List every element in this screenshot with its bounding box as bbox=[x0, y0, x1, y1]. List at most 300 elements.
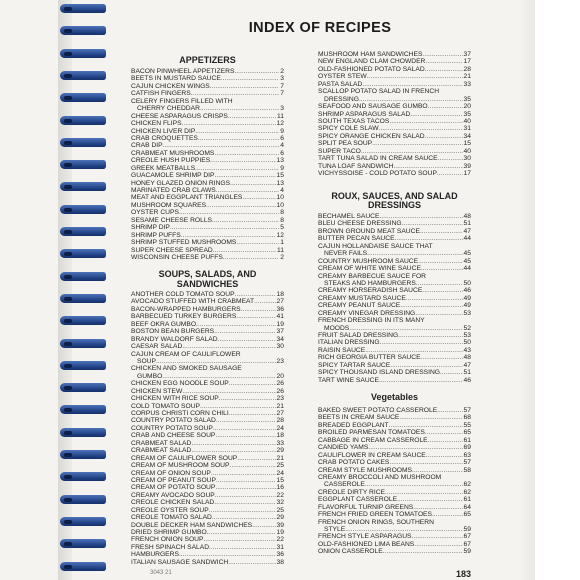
recipe-name: FRENCH ONION RINGS, SOUTHERN bbox=[318, 518, 434, 526]
dot-leader bbox=[162, 373, 275, 380]
binding-ring bbox=[60, 272, 106, 281]
dot-leader bbox=[235, 291, 276, 298]
index-entry bbox=[131, 529, 284, 536]
dot-leader bbox=[196, 321, 276, 328]
recipe-name: CHICKEN STEW bbox=[131, 387, 183, 395]
index-entry bbox=[318, 302, 471, 309]
recipe-name: SEAFOOD AND SAUSAGE GUMBO bbox=[318, 103, 428, 111]
index-entry bbox=[318, 125, 471, 132]
recipe-page-number: 5 bbox=[280, 224, 284, 232]
dot-leader bbox=[215, 484, 275, 491]
recipe-page-number: 47 bbox=[463, 227, 471, 235]
dot-leader bbox=[421, 354, 463, 361]
recipe-name: OYSTER STEW bbox=[318, 73, 367, 81]
index-entry bbox=[131, 403, 284, 410]
recipe-name: CREAM OF MUSHROOM SOUP bbox=[131, 462, 230, 470]
recipe-page-number: 67 bbox=[463, 533, 471, 541]
index-entry bbox=[318, 437, 471, 444]
recipe-name: CRABMEAT SALAD bbox=[131, 439, 192, 447]
index-entry bbox=[131, 447, 284, 454]
recipe-page-number: 10 bbox=[276, 194, 284, 202]
recipe-page-number: 28 bbox=[276, 417, 284, 425]
recipe-name: TART TUNA SALAD IN CREAM SAUCE bbox=[318, 155, 438, 163]
recipe-name: ITALIAN DRESSING bbox=[318, 339, 380, 347]
recipe-page-number: 57 bbox=[463, 459, 471, 467]
recipe-name: ANOTHER COLD TOMATO SOUP bbox=[131, 291, 235, 298]
dot-leader bbox=[198, 135, 279, 142]
recipe-page-number: 46 bbox=[463, 287, 471, 295]
dot-leader bbox=[379, 125, 463, 132]
soups-heading-line1: SOUPS, SALADS, AND bbox=[158, 269, 257, 279]
recipe-name: CHICKEN LIVER DIP bbox=[131, 127, 196, 135]
dot-leader bbox=[212, 217, 279, 224]
index-entry bbox=[131, 247, 284, 254]
recipe-name: RAISIN SAUCE bbox=[318, 346, 366, 354]
index-entry bbox=[131, 239, 284, 246]
recipe-page-number: 27 bbox=[276, 410, 284, 417]
recipe-page-number: 30 bbox=[463, 155, 471, 163]
dot-leader bbox=[400, 302, 462, 309]
binding-strip bbox=[58, 0, 72, 580]
index-entry bbox=[318, 548, 471, 555]
index-entry bbox=[318, 533, 471, 540]
dot-leader bbox=[406, 295, 463, 302]
recipe-page-number: 12 bbox=[276, 231, 284, 239]
index-entry bbox=[318, 103, 471, 110]
binding-ring bbox=[60, 361, 106, 370]
index-entry bbox=[318, 452, 471, 459]
recipe-page-number: 47 bbox=[463, 361, 471, 369]
recipe-page-number: 69 bbox=[463, 444, 471, 452]
recipe-page-number: 49 bbox=[463, 302, 471, 310]
recipe-page-number: 4 bbox=[280, 187, 284, 194]
index-entry bbox=[318, 155, 471, 162]
sauces-heading-line1: ROUX, SAUCES, AND SALAD bbox=[331, 191, 458, 201]
index-entry bbox=[318, 310, 471, 317]
recipe-name: WISCONSIN CHEESE PUFFS bbox=[131, 253, 223, 261]
recipe-page-number: 33 bbox=[276, 439, 284, 447]
dot-leader bbox=[390, 362, 462, 369]
soups-list bbox=[131, 291, 284, 566]
recipe-name: CAJUN CREAM OF CAULIFLOWER bbox=[131, 350, 241, 358]
recipe-page-number: 9 bbox=[280, 127, 284, 135]
recipe-name: BAKED SWEET POTATO CASSEROLE bbox=[318, 407, 438, 414]
recipe-name: AVOCADO STUFFED WITH CRABMEAT bbox=[131, 298, 255, 306]
dot-leader bbox=[212, 514, 276, 521]
recipe-name: CREAM OF WHITE WINE SAUCE bbox=[318, 265, 421, 273]
recipe-page-number: 10 bbox=[276, 201, 284, 209]
binding-ring bbox=[60, 116, 106, 125]
recipe-name: CAESAR SALAD bbox=[131, 343, 183, 351]
dot-leader bbox=[349, 325, 462, 332]
dot-leader bbox=[416, 280, 463, 287]
recipe-page-number: 19 bbox=[276, 529, 284, 536]
dot-leader bbox=[181, 232, 276, 239]
index-entry bbox=[318, 504, 471, 511]
index-entry bbox=[131, 343, 284, 350]
recipe-name: CREAMY HORSERADISH SAUCE bbox=[318, 287, 423, 295]
recipe-page-number: 64 bbox=[463, 503, 471, 511]
recipe-page-number: 20 bbox=[276, 372, 284, 380]
index-entry bbox=[131, 395, 284, 402]
dot-leader bbox=[359, 96, 463, 103]
recipe-page-number: 15 bbox=[276, 476, 284, 484]
recipe-name: CREOLE CHICKEN SALAD bbox=[131, 499, 215, 507]
recipe-name: VICHYSSOISE - COLD POTATO SOUP bbox=[318, 170, 437, 177]
index-entry bbox=[131, 75, 284, 82]
index-entry bbox=[318, 325, 471, 332]
recipe-page-number: 11 bbox=[277, 112, 284, 120]
recipe-name: COUNTRY POTATO SOUP bbox=[131, 424, 213, 432]
recipe-page-number: 31 bbox=[276, 543, 284, 551]
index-entry bbox=[131, 470, 284, 477]
recipe-name: FRUIT SALAD DRESSING bbox=[318, 332, 399, 339]
recipe-page-number: 6 bbox=[280, 134, 284, 142]
recipe-page-number: 20 bbox=[463, 103, 471, 111]
recipe-name: CHICKEN FLIPS bbox=[131, 120, 182, 128]
recipe-name: CREAMY AVOCADO SOUP bbox=[131, 491, 215, 499]
binding-ring bbox=[60, 26, 106, 35]
recipe-name: GREEK MEATBALLS bbox=[131, 164, 196, 172]
recipe-name: NEW ENGLAND CLAM CHOWDER bbox=[318, 58, 426, 66]
recipe-name: MUSHROOM SQUARES bbox=[131, 201, 207, 209]
dot-leader bbox=[437, 170, 463, 177]
index-entry bbox=[131, 313, 284, 320]
dot-leader bbox=[182, 388, 275, 395]
index-entry bbox=[131, 202, 284, 209]
index-entry bbox=[318, 347, 471, 354]
dot-leader bbox=[412, 467, 463, 474]
binding-ring bbox=[60, 495, 106, 504]
index-entry bbox=[131, 507, 284, 514]
binding-ring bbox=[60, 405, 106, 414]
recipe-name: CHICKEN WITH RICE SOUP bbox=[131, 395, 219, 403]
recipe-page-number: 44 bbox=[463, 235, 471, 243]
index-entry bbox=[131, 105, 284, 112]
dot-leader bbox=[221, 75, 279, 82]
index-entry bbox=[318, 66, 471, 73]
index-entry bbox=[131, 477, 284, 484]
dot-leader bbox=[200, 105, 279, 112]
dot-leader bbox=[209, 544, 276, 551]
recipe-name: BOSTON BEAN BURGERS bbox=[131, 328, 215, 336]
index-entry bbox=[318, 228, 471, 235]
recipe-page-number: 13 bbox=[276, 179, 284, 187]
recipe-name: BUTTER PECAN SAUCE bbox=[318, 235, 395, 243]
recipe-name: NEVER FAILS bbox=[324, 250, 368, 258]
recipe-page-number: 29 bbox=[276, 514, 284, 522]
recipe-name: GUMBO bbox=[137, 372, 163, 380]
index-entry bbox=[318, 541, 471, 548]
index-entry bbox=[318, 81, 471, 88]
dot-leader bbox=[182, 120, 276, 127]
index-entry bbox=[131, 388, 284, 395]
dot-leader bbox=[215, 432, 275, 439]
index-entry bbox=[131, 328, 284, 335]
index-entry bbox=[318, 258, 471, 265]
dot-leader bbox=[170, 224, 279, 231]
recipe-name: FRENCH ONION SOUP bbox=[131, 536, 204, 544]
binding-ring bbox=[60, 428, 106, 437]
recipe-page-number: 65 bbox=[463, 429, 471, 437]
index-entry bbox=[318, 407, 471, 414]
recipe-name: FRESH SPINACH SALAD bbox=[131, 543, 210, 551]
recipe-name: ITALIAN SAUSAGE SANDWICH bbox=[131, 558, 229, 566]
index-entry bbox=[318, 369, 471, 376]
recipe-page-number: 37 bbox=[276, 328, 284, 336]
recipe-page-number: 25 bbox=[276, 462, 284, 470]
index-entry bbox=[131, 321, 284, 328]
recipe-name: BACON PINWHEEL APPETIZERS bbox=[131, 68, 235, 75]
dot-leader bbox=[191, 90, 280, 97]
dot-leader bbox=[395, 235, 463, 242]
index-entry bbox=[131, 351, 284, 358]
recipe-page-number: 31 bbox=[463, 125, 471, 133]
index-entry bbox=[318, 481, 471, 488]
index-entry bbox=[131, 291, 284, 298]
dot-leader bbox=[182, 343, 275, 350]
recipe-name: OLD-FASHIONED LIMA BEANS bbox=[318, 540, 415, 548]
recipe-name: SPLIT PEA SOUP bbox=[318, 140, 373, 148]
binding-ring bbox=[60, 4, 106, 13]
dot-leader bbox=[223, 254, 279, 261]
index-entry bbox=[318, 444, 471, 451]
recipe-name: GUACAMOLE SHRIMP DIP bbox=[131, 172, 215, 180]
index-entry bbox=[318, 422, 471, 429]
soups-continued-list bbox=[318, 51, 471, 177]
index-entry bbox=[131, 120, 284, 127]
index-entry bbox=[318, 118, 471, 125]
recipe-name: CREOLE DIRTY RICE bbox=[318, 488, 386, 496]
index-entry bbox=[131, 232, 284, 239]
index-entry bbox=[131, 455, 284, 462]
dot-leader bbox=[252, 522, 275, 529]
recipe-name: FRENCH STYLE ASPARAGUS bbox=[318, 533, 412, 541]
binding-ring bbox=[60, 182, 106, 191]
index-entry bbox=[318, 163, 471, 170]
recipe-name: EGGPLANT CASSEROLE bbox=[318, 496, 398, 504]
index-entry bbox=[318, 362, 471, 369]
dot-leader bbox=[397, 496, 463, 503]
dot-leader bbox=[383, 548, 463, 555]
recipe-name: CHEESE ASPARAGUS CRISPS bbox=[131, 112, 228, 120]
binding-ring bbox=[60, 249, 106, 258]
dot-leader bbox=[195, 128, 279, 135]
index-entry bbox=[131, 365, 284, 372]
index-entry bbox=[131, 128, 284, 135]
index-entry bbox=[318, 489, 471, 496]
index-entry bbox=[131, 499, 284, 506]
recipe-name: COLD TOMATO SOUP bbox=[131, 402, 200, 410]
dot-leader bbox=[236, 239, 279, 246]
index-entry bbox=[131, 172, 284, 179]
recipe-page-number: 45 bbox=[463, 250, 471, 258]
recipe-name: CREAM STYLE MUSHROOMS bbox=[318, 466, 413, 474]
dot-leader bbox=[191, 440, 275, 447]
recipe-name: CELERY FINGERS FILLED WITH bbox=[131, 97, 233, 105]
recipe-page-number: 46 bbox=[463, 376, 471, 384]
recipe-name: MEAT AND EGGPLANT TRIANGLES bbox=[131, 194, 243, 202]
recipe-page-number: 23 bbox=[276, 395, 284, 403]
dot-leader bbox=[380, 339, 463, 346]
binding-ring bbox=[60, 138, 106, 147]
recipe-name: SPICY TARTAR SAUCE bbox=[318, 361, 391, 369]
recipe-page-number: 7 bbox=[280, 90, 284, 98]
dot-leader bbox=[362, 81, 462, 88]
recipe-name: SPICY ORANGE CHICKEN SALAD bbox=[318, 132, 425, 140]
index-entry bbox=[131, 83, 284, 90]
index-entry bbox=[131, 180, 284, 187]
dot-leader bbox=[402, 220, 463, 227]
index-entry bbox=[131, 209, 284, 216]
dot-leader bbox=[228, 559, 275, 566]
index-entry bbox=[131, 492, 284, 499]
dot-leader bbox=[195, 165, 279, 172]
recipe-name: CAJUN HOLLANDAISE SAUCE THAT bbox=[318, 242, 433, 250]
recipe-page-number: 21 bbox=[276, 402, 284, 410]
dot-leader bbox=[440, 369, 463, 376]
dot-leader bbox=[216, 187, 280, 194]
recipe-name: FRENCH DRESSING IN ITS MANY bbox=[318, 317, 425, 325]
recipe-page-number: 23 bbox=[276, 357, 284, 365]
dot-leader bbox=[215, 492, 276, 499]
index-entry bbox=[131, 142, 284, 149]
dot-leader bbox=[156, 358, 276, 365]
recipe-name: STEAKS AND HAMBURGERS bbox=[324, 279, 416, 287]
recipe-page-number: 37 bbox=[463, 51, 471, 58]
recipe-page-number: 11 bbox=[277, 246, 284, 254]
dot-leader bbox=[379, 213, 462, 220]
dot-leader bbox=[214, 150, 279, 157]
recipe-name: CABBAGE IN CREAM CASSEROLE bbox=[318, 436, 428, 444]
recipe-page-number: 45 bbox=[463, 257, 471, 265]
index-entry bbox=[318, 317, 471, 324]
dot-leader bbox=[425, 66, 463, 73]
binding-ring bbox=[60, 294, 106, 303]
binding-ring bbox=[60, 93, 106, 102]
recipe-name: BEEF OKRA GUMBO bbox=[131, 320, 197, 328]
recipe-name: CHICKEN AND SMOKED SAUSAGE bbox=[131, 365, 242, 373]
dot-leader bbox=[368, 444, 462, 451]
dot-leader bbox=[210, 157, 275, 164]
dot-leader bbox=[206, 202, 275, 209]
dot-leader bbox=[393, 163, 462, 170]
recipe-name: FLAVORFUL TURNIP GREENS bbox=[318, 503, 414, 511]
recipe-page-number: 53 bbox=[463, 332, 471, 339]
index-entry bbox=[318, 295, 471, 302]
recipe-page-number: 35 bbox=[463, 110, 471, 118]
recipe-name: SHRIMP ASPARAGUS SALAD bbox=[318, 110, 411, 118]
index-entry bbox=[131, 544, 284, 551]
recipe-page-number: 22 bbox=[276, 536, 284, 544]
dot-leader bbox=[218, 336, 276, 343]
recipe-name: CREOLE TOMATO SALAD bbox=[131, 514, 212, 522]
recipe-page-number: 43 bbox=[463, 346, 471, 354]
recipe-page-number: 62 bbox=[463, 488, 471, 496]
dot-leader bbox=[254, 298, 275, 305]
dot-leader bbox=[365, 481, 463, 488]
sauces-heading-line2: DRESSINGS bbox=[367, 200, 421, 210]
index-entry bbox=[131, 551, 284, 558]
index-entry bbox=[131, 187, 284, 194]
dot-leader bbox=[179, 209, 279, 216]
recipe-name: SUPER TACO bbox=[318, 147, 361, 155]
recipe-page-number: 7 bbox=[280, 82, 284, 90]
recipe-name: CREAMY BARBECUE SAUCE FOR bbox=[318, 272, 427, 280]
appetizers-list bbox=[131, 68, 284, 261]
binding-ring bbox=[60, 316, 106, 325]
vegetables-heading: Vegetables bbox=[370, 392, 419, 402]
recipe-page-number: 59 bbox=[463, 548, 471, 556]
index-entry bbox=[318, 51, 471, 58]
dot-leader bbox=[345, 526, 462, 533]
index-entry bbox=[318, 519, 471, 526]
dot-leader bbox=[365, 347, 462, 354]
index-entry bbox=[318, 133, 471, 140]
recipe-name: BARBECUED TURKEY BURGERS bbox=[131, 313, 237, 321]
recipe-page-number: 44 bbox=[463, 265, 471, 273]
dot-leader bbox=[179, 551, 276, 558]
index-entry bbox=[318, 354, 471, 361]
recipe-name: SPICY THOUSAND ISLAND DRESSING bbox=[318, 369, 441, 377]
recipe-name: CREAMY VINEGAR DRESSING bbox=[318, 309, 416, 317]
recipe-page-number: 8 bbox=[280, 209, 284, 217]
dot-leader bbox=[425, 58, 462, 65]
recipe-name: BECHAMEL SAUCE bbox=[318, 213, 380, 220]
recipe-page-number: 58 bbox=[463, 466, 471, 474]
recipe-page-number: 2 bbox=[280, 253, 284, 261]
index-entry bbox=[131, 410, 284, 417]
recipe-page-number: 12 bbox=[276, 120, 284, 128]
dot-leader bbox=[219, 395, 276, 402]
index-entry bbox=[318, 280, 471, 287]
recipe-page-number: 21 bbox=[463, 73, 471, 81]
dot-leader bbox=[389, 459, 462, 466]
index-entry bbox=[131, 157, 284, 164]
index-entry bbox=[318, 235, 471, 242]
index-entry bbox=[131, 440, 284, 447]
recipe-page-number: 13 bbox=[276, 157, 284, 165]
recipe-page-number: 15 bbox=[463, 140, 471, 148]
index-entry bbox=[318, 339, 471, 346]
index-entry bbox=[318, 88, 471, 95]
binding-ring bbox=[60, 160, 106, 169]
dot-leader bbox=[398, 332, 462, 339]
binding-ring bbox=[60, 450, 106, 459]
recipe-name: COUNTRY POTATO SALAD bbox=[131, 417, 216, 425]
recipe-name: DRIED SHRIMP GUMBO bbox=[131, 529, 207, 536]
dot-leader bbox=[241, 306, 276, 313]
recipe-page-number: 65 bbox=[463, 511, 471, 519]
index-entry bbox=[318, 332, 471, 339]
recipe-name: CRAB POTATO CAKES bbox=[318, 459, 390, 467]
index-entry bbox=[131, 254, 284, 261]
index-entry bbox=[131, 68, 284, 75]
recipe-name: SHRIMP PUFFS bbox=[131, 231, 181, 239]
dot-leader bbox=[228, 113, 276, 120]
recipe-name: CRAB CROQUETTES bbox=[131, 134, 198, 142]
recipe-name: HAMBURGERS bbox=[131, 551, 179, 559]
index-entry bbox=[318, 467, 471, 474]
index-entry bbox=[131, 536, 284, 543]
recipe-page-number: 34 bbox=[276, 335, 284, 343]
recipe-name: CREAMY PEANUT SAUCE bbox=[318, 302, 401, 310]
index-entry bbox=[131, 336, 284, 343]
index-entry bbox=[318, 213, 471, 220]
recipe-name: FRENCH FRIED GREEN TOMATOES bbox=[318, 511, 432, 519]
recipe-page-number: 18 bbox=[276, 291, 284, 298]
recipe-name: SCALLOP POTATO SALAD IN FRENCH bbox=[318, 88, 440, 96]
